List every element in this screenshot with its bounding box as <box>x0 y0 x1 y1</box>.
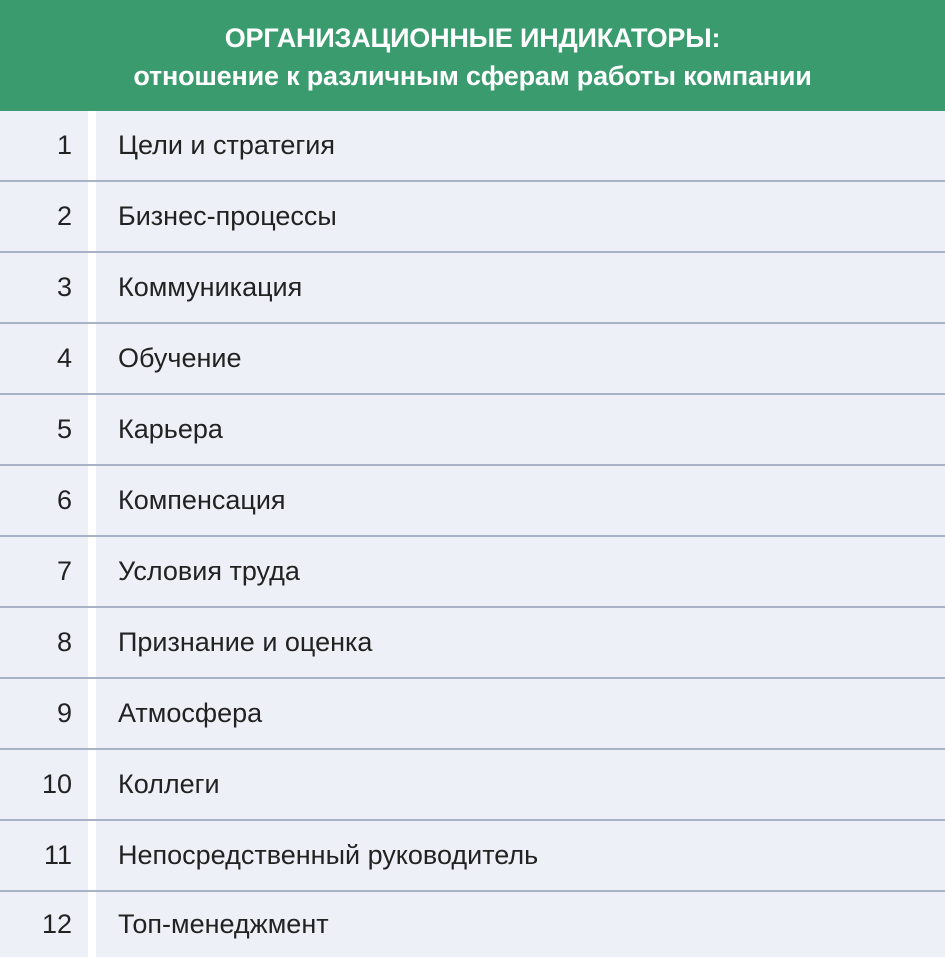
row-label: Цели и стратегия <box>96 111 945 180</box>
row-label: Бизнес-процессы <box>96 182 945 251</box>
column-gap <box>88 324 96 393</box>
row-number: 9 <box>0 679 88 748</box>
table-row <box>0 821 945 892</box>
row-number: 5 <box>0 395 88 464</box>
row-label: Топ-менеджмент <box>96 892 945 957</box>
row-number: 1 <box>0 111 88 180</box>
row-label: Условия труда <box>96 537 945 606</box>
column-gap <box>88 821 96 890</box>
column-gap <box>88 253 96 322</box>
column-gap <box>88 111 96 180</box>
table-row <box>0 253 945 324</box>
table-row <box>0 679 945 750</box>
row-label: Признание и оценка <box>96 608 945 677</box>
table-row <box>0 182 945 253</box>
row-label: Коллеги <box>96 750 945 819</box>
column-gap <box>88 537 96 606</box>
table-header <box>0 0 945 111</box>
row-number: 6 <box>0 466 88 535</box>
table-row <box>0 892 945 957</box>
column-gap <box>88 679 96 748</box>
table-row <box>0 324 945 395</box>
row-number: 11 <box>0 821 88 890</box>
row-number: 4 <box>0 324 88 393</box>
column-gap <box>88 182 96 251</box>
row-label: Коммуникация <box>96 253 945 322</box>
row-label: Компенсация <box>96 466 945 535</box>
column-gap <box>88 750 96 819</box>
row-number: 10 <box>0 750 88 819</box>
table-body <box>0 111 945 957</box>
row-label: Карьера <box>96 395 945 464</box>
column-gap <box>88 395 96 464</box>
row-number: 8 <box>0 608 88 677</box>
row-number: 12 <box>0 892 88 957</box>
row-number: 2 <box>0 182 88 251</box>
table-row <box>0 111 945 182</box>
table-row <box>0 537 945 608</box>
column-gap <box>88 892 96 957</box>
row-label: Обучение <box>96 324 945 393</box>
table-row <box>0 395 945 466</box>
column-gap <box>88 466 96 535</box>
row-number: 7 <box>0 537 88 606</box>
table-subtitle: отношение к различным сферам работы компании <box>133 60 812 91</box>
table-row <box>0 750 945 821</box>
table-row <box>0 608 945 679</box>
table-title: ОРГАНИЗАЦИОННЫЕ ИНДИКАТОРЫ: <box>224 22 721 53</box>
row-number: 3 <box>0 253 88 322</box>
column-gap <box>88 608 96 677</box>
table-row <box>0 466 945 537</box>
row-label: Атмосфера <box>96 679 945 748</box>
row-label: Непосредственный руководитель <box>96 821 945 890</box>
